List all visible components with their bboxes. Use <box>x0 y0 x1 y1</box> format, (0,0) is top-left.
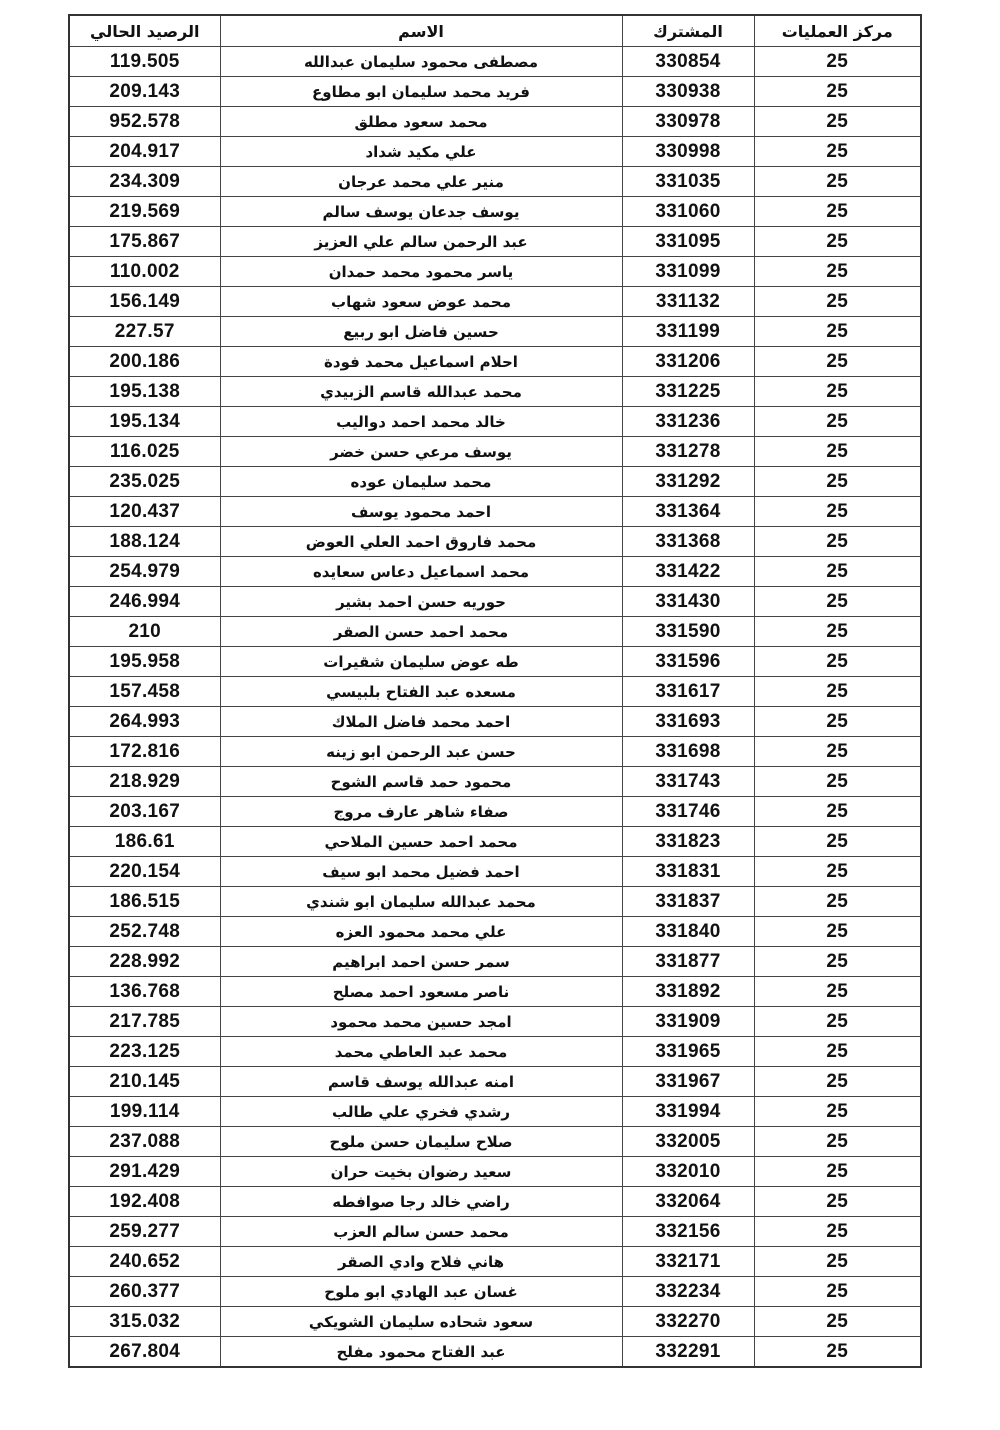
cell-operations-center: 25 <box>754 947 921 977</box>
table-row <box>69 1247 921 1277</box>
table-header-row <box>69 15 921 47</box>
cell-subscriber-number: 331132 <box>622 287 754 317</box>
cell-subscriber-number: 331364 <box>622 497 754 527</box>
cell-operations-center: 25 <box>754 557 921 587</box>
cell-current-balance: 227.57 <box>69 317 220 347</box>
header-operations-center: مركز العمليات <box>754 15 921 47</box>
cell-subscriber-name: علي محمد محمود العزه <box>220 917 622 947</box>
cell-operations-center: 25 <box>754 977 921 1007</box>
table-row <box>69 137 921 167</box>
cell-subscriber-number: 331292 <box>622 467 754 497</box>
table-row <box>69 1127 921 1157</box>
cell-current-balance: 209.143 <box>69 77 220 107</box>
cell-operations-center: 25 <box>754 1247 921 1277</box>
cell-subscriber-number: 331278 <box>622 437 754 467</box>
cell-subscriber-name: احلام اسماعيل محمد فودة <box>220 347 622 377</box>
table-row <box>69 1067 921 1097</box>
subscriber-balance-table <box>68 14 922 1368</box>
cell-subscriber-number: 331837 <box>622 887 754 917</box>
cell-subscriber-number: 331095 <box>622 227 754 257</box>
cell-subscriber-name: عبد الفتاح محمود مفلح <box>220 1337 622 1368</box>
cell-operations-center: 25 <box>754 1157 921 1187</box>
header-subscriber: المشترك <box>622 15 754 47</box>
table-row <box>69 647 921 677</box>
cell-operations-center: 25 <box>754 677 921 707</box>
cell-operations-center: 25 <box>754 407 921 437</box>
cell-subscriber-name: محمد سعود مطلق <box>220 107 622 137</box>
cell-subscriber-name: علي مكيد شداد <box>220 137 622 167</box>
table-row <box>69 677 921 707</box>
cell-operations-center: 25 <box>754 527 921 557</box>
cell-subscriber-name: محمد حسن سالم العزب <box>220 1217 622 1247</box>
cell-subscriber-number: 331823 <box>622 827 754 857</box>
cell-subscriber-name: مصطفى محمود سليمان عبدالله <box>220 47 622 77</box>
cell-current-balance: 234.309 <box>69 167 220 197</box>
cell-subscriber-name: محمد عبدالله سليمان ابو شندي <box>220 887 622 917</box>
table-row <box>69 1097 921 1127</box>
table-row <box>69 1037 921 1067</box>
cell-current-balance: 210.145 <box>69 1067 220 1097</box>
cell-subscriber-name: منير علي محمد عرجان <box>220 167 622 197</box>
cell-subscriber-name: مسعده عبد الفتاح بلبيسي <box>220 677 622 707</box>
cell-operations-center: 25 <box>754 1217 921 1247</box>
cell-operations-center: 25 <box>754 1097 921 1127</box>
cell-operations-center: 25 <box>754 1277 921 1307</box>
table-row <box>69 557 921 587</box>
cell-subscriber-number: 330978 <box>622 107 754 137</box>
cell-subscriber-number: 331831 <box>622 857 754 887</box>
cell-subscriber-name: خالد محمد احمد دواليب <box>220 407 622 437</box>
table-row <box>69 47 921 77</box>
cell-current-balance: 120.437 <box>69 497 220 527</box>
cell-subscriber-number: 332270 <box>622 1307 754 1337</box>
cell-subscriber-number: 332171 <box>622 1247 754 1277</box>
cell-operations-center: 25 <box>754 797 921 827</box>
cell-operations-center: 25 <box>754 287 921 317</box>
cell-current-balance: 228.992 <box>69 947 220 977</box>
cell-operations-center: 25 <box>754 857 921 887</box>
table-row <box>69 257 921 287</box>
cell-subscriber-number: 331746 <box>622 797 754 827</box>
cell-subscriber-number: 331617 <box>622 677 754 707</box>
table-row <box>69 107 921 137</box>
table-row <box>69 587 921 617</box>
cell-subscriber-number: 332064 <box>622 1187 754 1217</box>
table-row <box>69 1307 921 1337</box>
cell-subscriber-name: امنه عبدالله يوسف قاسم <box>220 1067 622 1097</box>
cell-subscriber-name: راضي خالد رجا صوافطه <box>220 1187 622 1217</box>
table-row <box>69 797 921 827</box>
cell-subscriber-name: حسين فاضل ابو ربيع <box>220 317 622 347</box>
cell-current-balance: 157.458 <box>69 677 220 707</box>
header-name: الاسم <box>220 15 622 47</box>
cell-operations-center: 25 <box>754 1187 921 1217</box>
cell-current-balance: 219.569 <box>69 197 220 227</box>
cell-subscriber-name: ياسر محمود محمد حمدان <box>220 257 622 287</box>
cell-subscriber-name: سعود شحاده سليمان الشويكي <box>220 1307 622 1337</box>
table-row <box>69 77 921 107</box>
cell-current-balance: 315.032 <box>69 1307 220 1337</box>
cell-operations-center: 25 <box>754 107 921 137</box>
cell-subscriber-number: 331698 <box>622 737 754 767</box>
table-row <box>69 1187 921 1217</box>
table-row <box>69 347 921 377</box>
cell-operations-center: 25 <box>754 197 921 227</box>
cell-current-balance: 240.652 <box>69 1247 220 1277</box>
cell-subscriber-number: 331236 <box>622 407 754 437</box>
cell-subscriber-number: 330938 <box>622 77 754 107</box>
cell-current-balance: 186.515 <box>69 887 220 917</box>
table-row <box>69 287 921 317</box>
cell-subscriber-number: 330998 <box>622 137 754 167</box>
cell-subscriber-number: 331422 <box>622 557 754 587</box>
header-current-balance: الرصيد الحالي <box>69 15 220 47</box>
cell-current-balance: 267.804 <box>69 1337 220 1368</box>
cell-operations-center: 25 <box>754 1037 921 1067</box>
cell-operations-center: 25 <box>754 827 921 857</box>
cell-subscriber-number: 331099 <box>622 257 754 287</box>
cell-current-balance: 175.867 <box>69 227 220 257</box>
cell-subscriber-number: 331035 <box>622 167 754 197</box>
table-row <box>69 437 921 467</box>
cell-subscriber-name: حسن عبد الرحمن ابو زينه <box>220 737 622 767</box>
cell-subscriber-name: حوريه حسن احمد بشير <box>220 587 622 617</box>
table-row <box>69 197 921 227</box>
cell-current-balance: 254.979 <box>69 557 220 587</box>
cell-subscriber-name: هاني فلاح وادي الصقر <box>220 1247 622 1277</box>
cell-operations-center: 25 <box>754 317 921 347</box>
cell-subscriber-number: 331967 <box>622 1067 754 1097</box>
cell-current-balance: 136.768 <box>69 977 220 1007</box>
cell-subscriber-name: محمد عوض سعود شهاب <box>220 287 622 317</box>
cell-subscriber-name: محمد عبد العاطي محمد <box>220 1037 622 1067</box>
table-row <box>69 1157 921 1187</box>
table-row <box>69 317 921 347</box>
cell-subscriber-number: 331743 <box>622 767 754 797</box>
table-row <box>69 827 921 857</box>
cell-subscriber-name: طه عوض سليمان شقيرات <box>220 647 622 677</box>
cell-operations-center: 25 <box>754 497 921 527</box>
cell-subscriber-name: محمد احمد حسين الملاحي <box>220 827 622 857</box>
cell-subscriber-number: 331892 <box>622 977 754 1007</box>
table-row <box>69 947 921 977</box>
cell-current-balance: 952.578 <box>69 107 220 137</box>
cell-current-balance: 237.088 <box>69 1127 220 1157</box>
cell-subscriber-number: 331430 <box>622 587 754 617</box>
cell-subscriber-name: محمد سليمان عوده <box>220 467 622 497</box>
cell-subscriber-name: سعيد رضوان بخيت حران <box>220 1157 622 1187</box>
cell-subscriber-number: 330854 <box>622 47 754 77</box>
cell-operations-center: 25 <box>754 437 921 467</box>
cell-current-balance: 259.277 <box>69 1217 220 1247</box>
cell-current-balance: 235.025 <box>69 467 220 497</box>
cell-subscriber-name: صفاء شاهر عارف مروج <box>220 797 622 827</box>
table-row <box>69 1007 921 1037</box>
cell-current-balance: 260.377 <box>69 1277 220 1307</box>
table-row <box>69 737 921 767</box>
cell-current-balance: 220.154 <box>69 857 220 887</box>
table-body <box>69 47 921 1368</box>
cell-subscriber-number: 331909 <box>622 1007 754 1037</box>
cell-subscriber-number: 332005 <box>622 1127 754 1157</box>
cell-current-balance: 195.958 <box>69 647 220 677</box>
cell-subscriber-number: 331840 <box>622 917 754 947</box>
cell-operations-center: 25 <box>754 707 921 737</box>
cell-subscriber-name: محمد احمد حسن الصقر <box>220 617 622 647</box>
table-row <box>69 497 921 527</box>
cell-operations-center: 25 <box>754 347 921 377</box>
cell-subscriber-name: امجد حسين محمد محمود <box>220 1007 622 1037</box>
cell-operations-center: 25 <box>754 1067 921 1097</box>
cell-current-balance: 223.125 <box>69 1037 220 1067</box>
cell-operations-center: 25 <box>754 77 921 107</box>
cell-subscriber-name: محمد عبدالله قاسم الزبيدي <box>220 377 622 407</box>
cell-subscriber-name: صلاح سليمان حسن ملوح <box>220 1127 622 1157</box>
cell-current-balance: 188.124 <box>69 527 220 557</box>
cell-operations-center: 25 <box>754 1007 921 1037</box>
cell-operations-center: 25 <box>754 1337 921 1368</box>
table-row <box>69 227 921 257</box>
cell-subscriber-name: احمد فضيل محمد ابو سيف <box>220 857 622 887</box>
cell-subscriber-number: 331596 <box>622 647 754 677</box>
cell-subscriber-name: يوسف مرعي حسن خضر <box>220 437 622 467</box>
cell-current-balance: 218.929 <box>69 767 220 797</box>
cell-operations-center: 25 <box>754 917 921 947</box>
cell-current-balance: 116.025 <box>69 437 220 467</box>
cell-operations-center: 25 <box>754 767 921 797</box>
cell-subscriber-number: 331225 <box>622 377 754 407</box>
cell-current-balance: 203.167 <box>69 797 220 827</box>
table-row <box>69 407 921 437</box>
table-row <box>69 1277 921 1307</box>
cell-current-balance: 204.917 <box>69 137 220 167</box>
cell-current-balance: 192.408 <box>69 1187 220 1217</box>
cell-operations-center: 25 <box>754 587 921 617</box>
cell-current-balance: 217.785 <box>69 1007 220 1037</box>
cell-current-balance: 110.002 <box>69 257 220 287</box>
table-row <box>69 377 921 407</box>
cell-operations-center: 25 <box>754 377 921 407</box>
cell-subscriber-name: محمد اسماعيل دعاس سعايده <box>220 557 622 587</box>
cell-operations-center: 25 <box>754 737 921 767</box>
table-row <box>69 167 921 197</box>
cell-current-balance: 172.816 <box>69 737 220 767</box>
cell-operations-center: 25 <box>754 167 921 197</box>
cell-operations-center: 25 <box>754 137 921 167</box>
cell-subscriber-number: 331877 <box>622 947 754 977</box>
cell-subscriber-name: احمد محمود يوسف <box>220 497 622 527</box>
cell-subscriber-name: محمد فاروق احمد العلي العوض <box>220 527 622 557</box>
cell-subscriber-name: رشدي فخري علي طالب <box>220 1097 622 1127</box>
table-row <box>69 857 921 887</box>
cell-subscriber-number: 331206 <box>622 347 754 377</box>
cell-subscriber-name: سمر حسن احمد ابراهيم <box>220 947 622 977</box>
subscriber-balance-sheet <box>68 14 920 1368</box>
table-row <box>69 917 921 947</box>
cell-subscriber-number: 332156 <box>622 1217 754 1247</box>
cell-subscriber-number: 331994 <box>622 1097 754 1127</box>
table-row <box>69 467 921 497</box>
cell-subscriber-name: محمود حمد قاسم الشوح <box>220 767 622 797</box>
cell-subscriber-name: غسان عبد الهادي ابو ملوح <box>220 1277 622 1307</box>
cell-current-balance: 195.134 <box>69 407 220 437</box>
cell-subscriber-number: 332291 <box>622 1337 754 1368</box>
cell-current-balance: 210 <box>69 617 220 647</box>
cell-operations-center: 25 <box>754 647 921 677</box>
cell-operations-center: 25 <box>754 1127 921 1157</box>
cell-current-balance: 246.994 <box>69 587 220 617</box>
cell-subscriber-number: 331060 <box>622 197 754 227</box>
cell-current-balance: 291.429 <box>69 1157 220 1187</box>
cell-operations-center: 25 <box>754 47 921 77</box>
cell-subscriber-number: 331693 <box>622 707 754 737</box>
cell-current-balance: 186.61 <box>69 827 220 857</box>
cell-operations-center: 25 <box>754 617 921 647</box>
cell-current-balance: 252.748 <box>69 917 220 947</box>
table-row <box>69 767 921 797</box>
cell-operations-center: 25 <box>754 467 921 497</box>
cell-operations-center: 25 <box>754 887 921 917</box>
cell-subscriber-number: 331368 <box>622 527 754 557</box>
cell-subscriber-name: يوسف جدعان يوسف سالم <box>220 197 622 227</box>
cell-operations-center: 25 <box>754 257 921 287</box>
cell-operations-center: 25 <box>754 1307 921 1337</box>
table-row <box>69 527 921 557</box>
cell-subscriber-number: 331590 <box>622 617 754 647</box>
cell-subscriber-name: ناصر مسعود احمد مصلح <box>220 977 622 1007</box>
table-row <box>69 1217 921 1247</box>
table-row <box>69 1337 921 1368</box>
cell-current-balance: 119.505 <box>69 47 220 77</box>
cell-subscriber-name: احمد محمد فاضل الملاك <box>220 707 622 737</box>
cell-subscriber-number: 331965 <box>622 1037 754 1067</box>
cell-subscriber-number: 332234 <box>622 1277 754 1307</box>
table-row <box>69 617 921 647</box>
table-row <box>69 887 921 917</box>
cell-current-balance: 264.993 <box>69 707 220 737</box>
cell-current-balance: 195.138 <box>69 377 220 407</box>
cell-subscriber-number: 331199 <box>622 317 754 347</box>
cell-subscriber-name: عبد الرحمن سالم علي العزيز <box>220 227 622 257</box>
table-row <box>69 707 921 737</box>
table-row <box>69 977 921 1007</box>
cell-subscriber-name: فريد محمد سليمان ابو مطاوع <box>220 77 622 107</box>
cell-operations-center: 25 <box>754 227 921 257</box>
cell-subscriber-number: 332010 <box>622 1157 754 1187</box>
cell-current-balance: 199.114 <box>69 1097 220 1127</box>
cell-current-balance: 156.149 <box>69 287 220 317</box>
cell-current-balance: 200.186 <box>69 347 220 377</box>
